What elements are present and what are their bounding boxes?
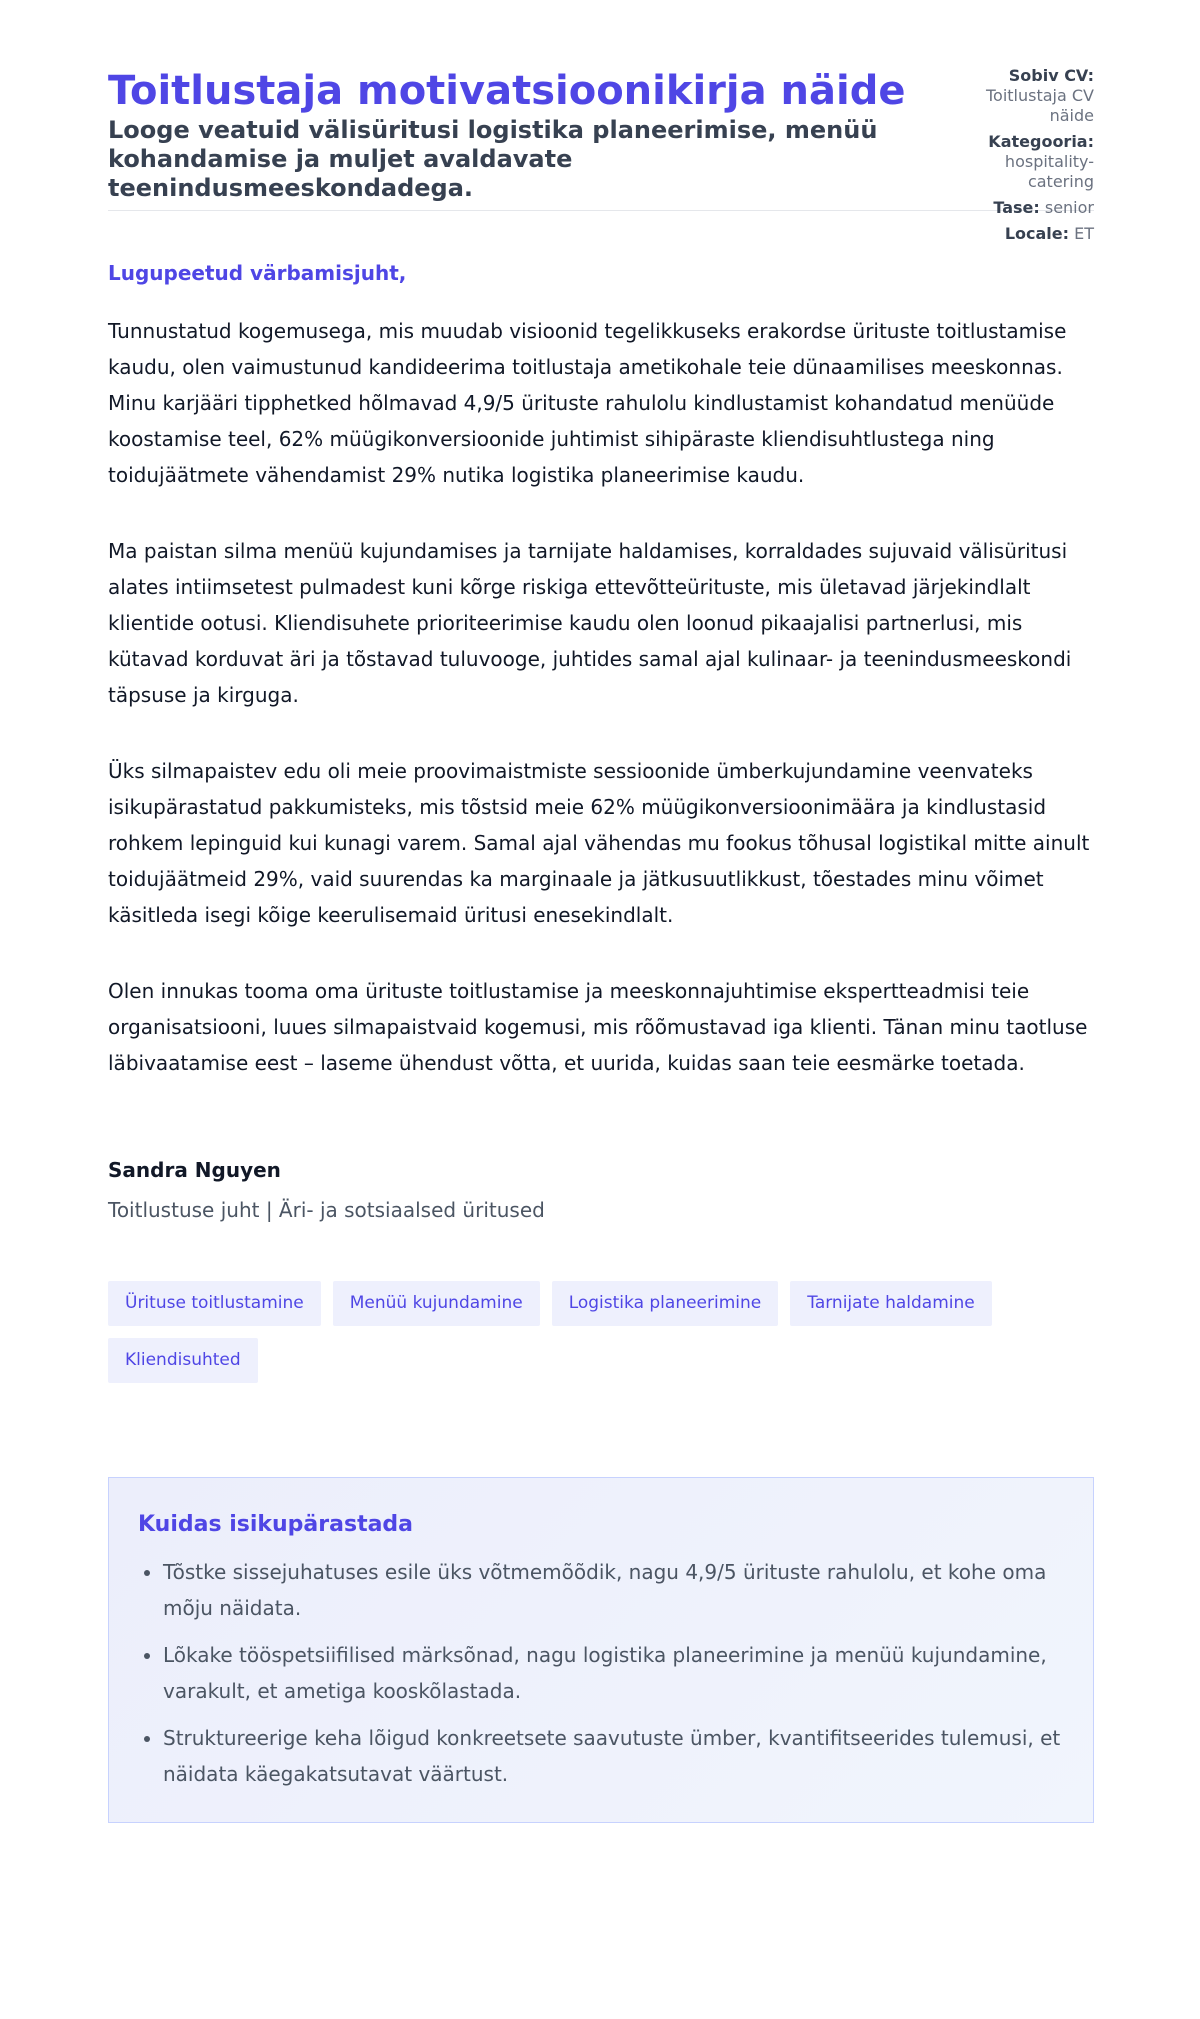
skill-tags [108, 1281, 1094, 1383]
letter-paragraph: Ma paistan silma menüü kujundamises ja tarnijate haldamises, korraldades sujuvaid välisüritusi alates intiimsetest pulmadest kuni kõrge riskiga ettevõtteürituste, mis ületavad järjekindlalt klientide ootusi. Kliendisuhete prioriteerimise kaudu olen loonud pikaajalisi partnerlusi, mis kütavad korduvat äri ja tõstavad tuluvooge, juhtides samal ajal kulinaar- ja teenindusmeeskondi täpsuse ja kirguga. [108, 539, 1072, 707]
skill-tag[interactable]: Menüü kujundamine [333, 1281, 540, 1326]
signature-name: Sandra Nguyen [108, 1158, 281, 1182]
skill-tag[interactable]: Logistika planeerimine [552, 1281, 779, 1326]
skill-tag[interactable]: Ürituse toitlustamine [108, 1281, 321, 1326]
meta-panel [954, 66, 1094, 250]
meta-level-value: senior [1044, 198, 1094, 217]
tip-item: • Struktureerige keha lõigud konkreetsete saavutuste ümber, kvantifitseerides tulemusi, et näidata käegakatsutavat väärtust. [163, 1720, 1064, 1792]
page-subtitle: Looge veatuid välisüritusi logistika planeerimise, menüü kohandamise ja muljet avaldavate teenindusmeeskondadega. [108, 116, 878, 202]
tips-title: Kuidas isikupärastada [138, 1512, 414, 1537]
skill-tag[interactable]: Kliendisuhted [108, 1338, 258, 1383]
meta-category-value: hospitality-catering [1004, 152, 1094, 191]
tips-list [138, 1554, 1064, 1792]
letter-paragraph: Üks silmapaistev edu oli meie proovimaistmiste sessioonide ümberkujundamine veenvateks isikupärastatud pakkumisteks, mis tõstsid meie 62% müügikonversioonimäära ja kindlustasid rohkem lepinguid kui kunagi varem. Samal ajal vähendas mu fookus tõhusal logistikal mitte ainult toidujäätmeid 29%, vaid suurendas ka marginaale ja jätkusuutlikkust, tõestades minu võimet käsitleda isegi kõige keerulisemaid üritusi enesekindlalt. [108, 759, 1090, 927]
tip-item: • Lõkake tööspetsiifilised märksõnad, nagu logistika planeerimine ja menüü kujundamine, varakult, et ametiga kooskõlastada. [163, 1637, 1064, 1709]
meta-level-label: Tase: [993, 198, 1040, 217]
meta-category [954, 132, 1094, 192]
letter-paragraph: Tunnustatud kogemusega, mis muudab visioonid tegelikkuseks erakordse ürituste toitlustamise kaudu, olen vaimustunud kandideerima toitlustaja ametikohale teie dünaamilises meeskonnas. Minu karjääri tipphetked hõlmavad 4,9/5 ürituste rahulolu kindlustamist kohandatud menüüde koostamise teel, 62% müügikonversioonide juhtimist sihipäraste kliendisuhtlustega ning toidujäätmete vähendamist 29% nutika logistika planeerimise kaudu. [108, 319, 1067, 487]
cover-letter-page [108, 0, 1094, 1823]
tip-item: • Tõstke sissejuhatuses esile üks võtmemõõdik, nagu 4,9/5 ürituste rahulolu, et kohe oma mõju näidata. [163, 1554, 1064, 1626]
letter-paragraph: Olen innukas tooma oma ürituste toitlustamise ja meeskonnajuhtimise ekspertteadmisi teie organisatsiooni, luues silmapaistvaid kogemusi, mis rõõmustavad iga klienti. Tänan minu taotluse läbivaatamise eest – laseme ühendust võtta, et uurida, kuidas saan teie eesmärke toetada. [108, 979, 1088, 1075]
meta-category-label: Kategooria: [988, 132, 1094, 151]
meta-locale [954, 224, 1094, 244]
page-title: Toitlustaja motivatsioonikirja näide [108, 68, 906, 114]
letter-salutation: Lugupeetud värbamisjuht, [108, 261, 407, 285]
signature-role: Toitlustuse juht | Äri- ja sotsiaalsed üritused [108, 1198, 545, 1222]
page-header [108, 0, 1094, 243]
meta-cv-value[interactable]: Toitlustaja CV näide [985, 86, 1094, 125]
meta-cv-label: Sobiv CV: [1008, 66, 1094, 85]
meta-cv [954, 66, 1094, 126]
meta-locale-value: ET [1074, 224, 1094, 243]
meta-locale-label: Locale: [1004, 224, 1070, 243]
meta-level [954, 198, 1094, 218]
personalization-tips [108, 1477, 1094, 1823]
skill-tag[interactable]: Tarnijate haldamine [790, 1281, 992, 1326]
